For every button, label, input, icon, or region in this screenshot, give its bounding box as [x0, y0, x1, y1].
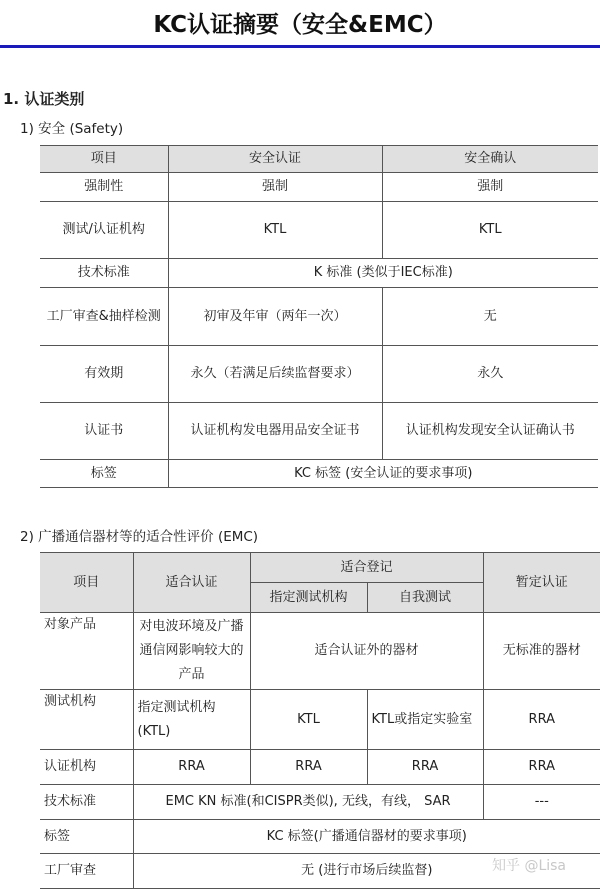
row-label: 技术标准 — [40, 259, 168, 288]
header-cell: 适合认证 — [133, 553, 250, 613]
header-cell: 指定测试机构 — [250, 583, 367, 613]
cell: KC 标签 (安全认证的要求事项) — [168, 460, 598, 488]
watermark: 知乎 @Lisa — [492, 858, 567, 874]
row-label: 测试/认证机构 — [40, 202, 168, 259]
table-row — [40, 690, 600, 750]
cell: RRA — [367, 750, 483, 785]
subsection-emc: 2) 广播通信器材等的适合性评价 (EMC) — [20, 529, 259, 545]
cell: 永久 — [382, 346, 598, 403]
row-label: 工厂审查 — [40, 854, 133, 889]
table-row — [40, 202, 598, 259]
table-row — [40, 613, 600, 690]
cell: KTL — [168, 202, 382, 259]
cell: KC 标签(广播通信器材的要求事项) — [133, 820, 600, 854]
cell: 无 (进行市场后续监督) — [133, 854, 600, 889]
cell: EMC KN 标准(和CISPR类似), 无线，有线， SAR — [133, 785, 483, 820]
header-cell: 安全认证 — [168, 146, 382, 173]
table-row — [40, 173, 598, 202]
cell: RRA — [250, 750, 367, 785]
table-row — [40, 288, 598, 346]
table-row — [40, 403, 598, 460]
cell: 适合认证外的器材 — [250, 613, 483, 690]
table-row — [40, 785, 600, 820]
page-title: KC认证摘要（安全&EMC） — [153, 12, 447, 38]
row-label: 测试机构 — [40, 690, 133, 750]
row-label: 工厂审查&抽样检测 — [40, 288, 168, 346]
row-label: 标签 — [40, 820, 133, 854]
title-divider — [0, 45, 600, 48]
cell: KTL或指定实验室 — [367, 690, 483, 750]
header-cell: 暂定认证 — [483, 553, 600, 613]
header-cell: 项目 — [40, 553, 133, 613]
cell: RRA — [483, 750, 600, 785]
cell: 强制 — [168, 173, 382, 202]
cell: 无标准的器材 — [483, 613, 600, 690]
safety-table — [40, 145, 598, 488]
row-label: 标签 — [40, 460, 168, 488]
row-label: 有效期 — [40, 346, 168, 403]
header-cell: 适合登记 — [250, 553, 483, 583]
row-label: 强制性 — [40, 173, 168, 202]
cell: KTL — [250, 690, 367, 750]
emc-table — [40, 552, 600, 889]
row-label: 技术标准 — [40, 785, 133, 820]
table-row — [40, 346, 598, 403]
cell: 指定测试机构(KTL) — [133, 690, 250, 750]
subsection-safety: 1) 安全 (Safety) — [20, 121, 124, 137]
cell: RRA — [133, 750, 250, 785]
cell: 强制 — [382, 173, 598, 202]
header-cell: 项目 — [40, 146, 168, 173]
cell: 对电波环境及广播通信网影响较大的产品 — [133, 613, 250, 690]
table-row — [40, 460, 598, 488]
cell: 认证机构发现安全认证确认书 — [382, 403, 598, 460]
row-label: 认证书 — [40, 403, 168, 460]
header-cell: 安全确认 — [382, 146, 598, 173]
cell: KTL — [382, 202, 598, 259]
cell: RRA — [483, 690, 600, 750]
cell: 初审及年审（两年一次） — [168, 288, 382, 346]
row-label: 认证机构 — [40, 750, 133, 785]
cell: 认证机构发电器用品安全证书 — [168, 403, 382, 460]
row-label: 对象产品 — [40, 613, 133, 690]
table-row — [40, 259, 598, 288]
cell: 无 — [382, 288, 598, 346]
table-row — [40, 820, 600, 854]
section-heading: 1. 认证类别 — [3, 90, 85, 108]
cell: --- — [483, 785, 600, 820]
table-row — [40, 750, 600, 785]
cell: K 标准 (类似于IEC标准) — [168, 259, 598, 288]
cell: 永久（若满足后续监督要求） — [168, 346, 382, 403]
header-cell: 自我测试 — [367, 583, 483, 613]
